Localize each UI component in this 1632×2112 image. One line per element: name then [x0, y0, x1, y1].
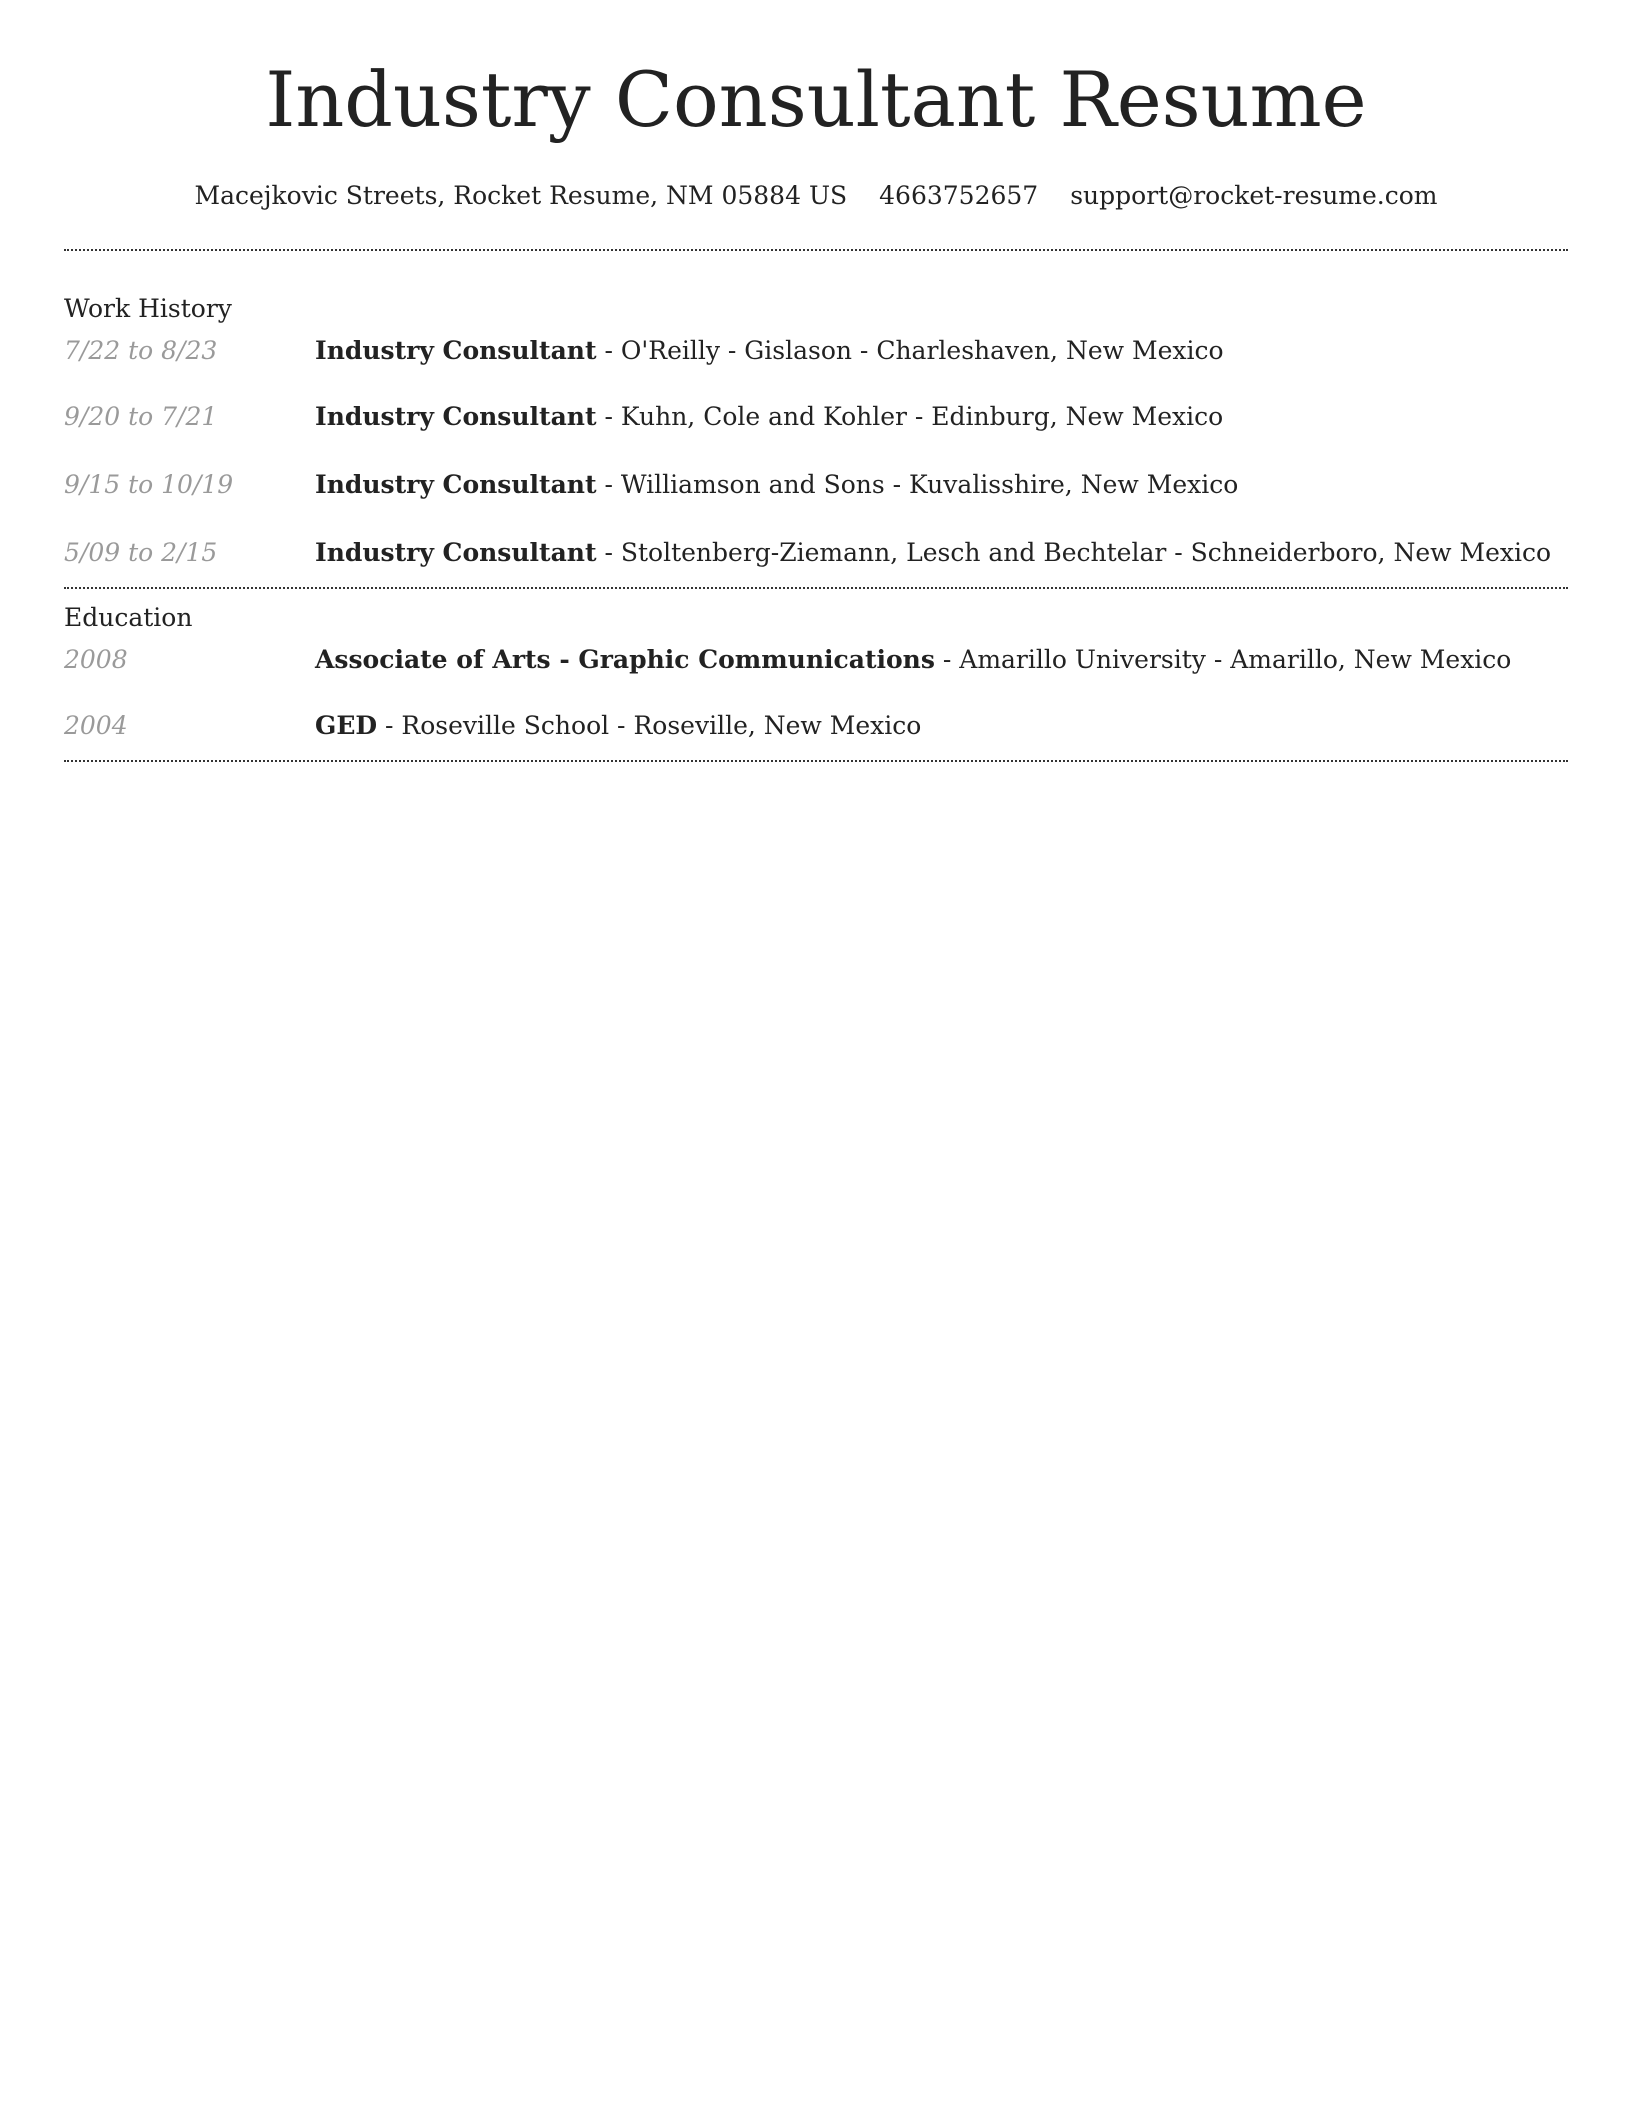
work-entry-dates: 9/20 to 7/21: [64, 402, 218, 431]
education-divider: [64, 760, 1568, 762]
work-entry-title: Industry Consultant: [315, 470, 597, 499]
work-entry-description: [315, 335, 1224, 367]
work-history-divider: [64, 587, 1568, 589]
work-entry-details: - O'Reilly - Gislason - Charleshaven, New Mexico: [596, 336, 1224, 365]
education-entry-degree: GED: [315, 711, 378, 740]
education-entry-description: [315, 710, 921, 742]
work-entry-details: - Kuhn, Cole and Kohler - Edinburg, New Mexico: [596, 402, 1224, 431]
work-history-list: [64, 325, 1568, 587]
work-entry: [64, 325, 1568, 381]
contact-phone: 4663752657: [879, 181, 1039, 210]
work-entry-title: Industry Consultant: [315, 402, 597, 431]
education-entry-details: - Roseville School - Roseville, New Mexico: [377, 711, 922, 740]
contact-address: Macejkovic Streets, Rocket Resume, NM 05884 US: [194, 181, 848, 210]
education-entry-details: - Amarillo University - Amarillo, New Mexico: [934, 645, 1512, 674]
work-entry-details: - Stoltenberg-Ziemann, Lesch and Bechtelar - Schneiderboro, New Mexico: [596, 538, 1552, 567]
education-list: [64, 634, 1568, 760]
work-entry-title: Industry Consultant: [315, 336, 597, 365]
work-entry: [64, 449, 1568, 517]
education-entry: [64, 634, 1568, 690]
education-entry-degree: Associate of Arts - Graphic Communications: [315, 645, 935, 674]
work-entry-dates: 7/22 to 8/23: [64, 336, 218, 365]
header-divider: [64, 249, 1568, 251]
work-entry-dates: 5/09 to 2/15: [64, 538, 218, 567]
contact-line: [64, 180, 1568, 212]
contact-email: support@rocket-resume.com: [1070, 181, 1438, 210]
work-entry: [64, 517, 1568, 587]
section-heading-education: Education: [64, 603, 193, 632]
work-entry-details: - Williamson and Sons - Kuvalisshire, New Mexico: [596, 470, 1239, 499]
section-heading-work-history: Work History: [64, 294, 232, 323]
resume-page: [64, 0, 1568, 762]
work-entry-description: [315, 537, 1551, 569]
education-entry: [64, 690, 1568, 760]
education-entry-year: 2004: [64, 711, 128, 740]
work-entry-description: [315, 469, 1238, 501]
work-entry-dates: 9/15 to 10/19: [64, 470, 234, 499]
work-entry: [64, 381, 1568, 449]
work-entry-description: [315, 401, 1223, 433]
work-entry-title: Industry Consultant: [315, 538, 597, 567]
resume-title: Industry Consultant Resume: [265, 55, 1367, 144]
education-entry-year: 2008: [64, 645, 128, 674]
education-entry-description: [315, 644, 1511, 676]
